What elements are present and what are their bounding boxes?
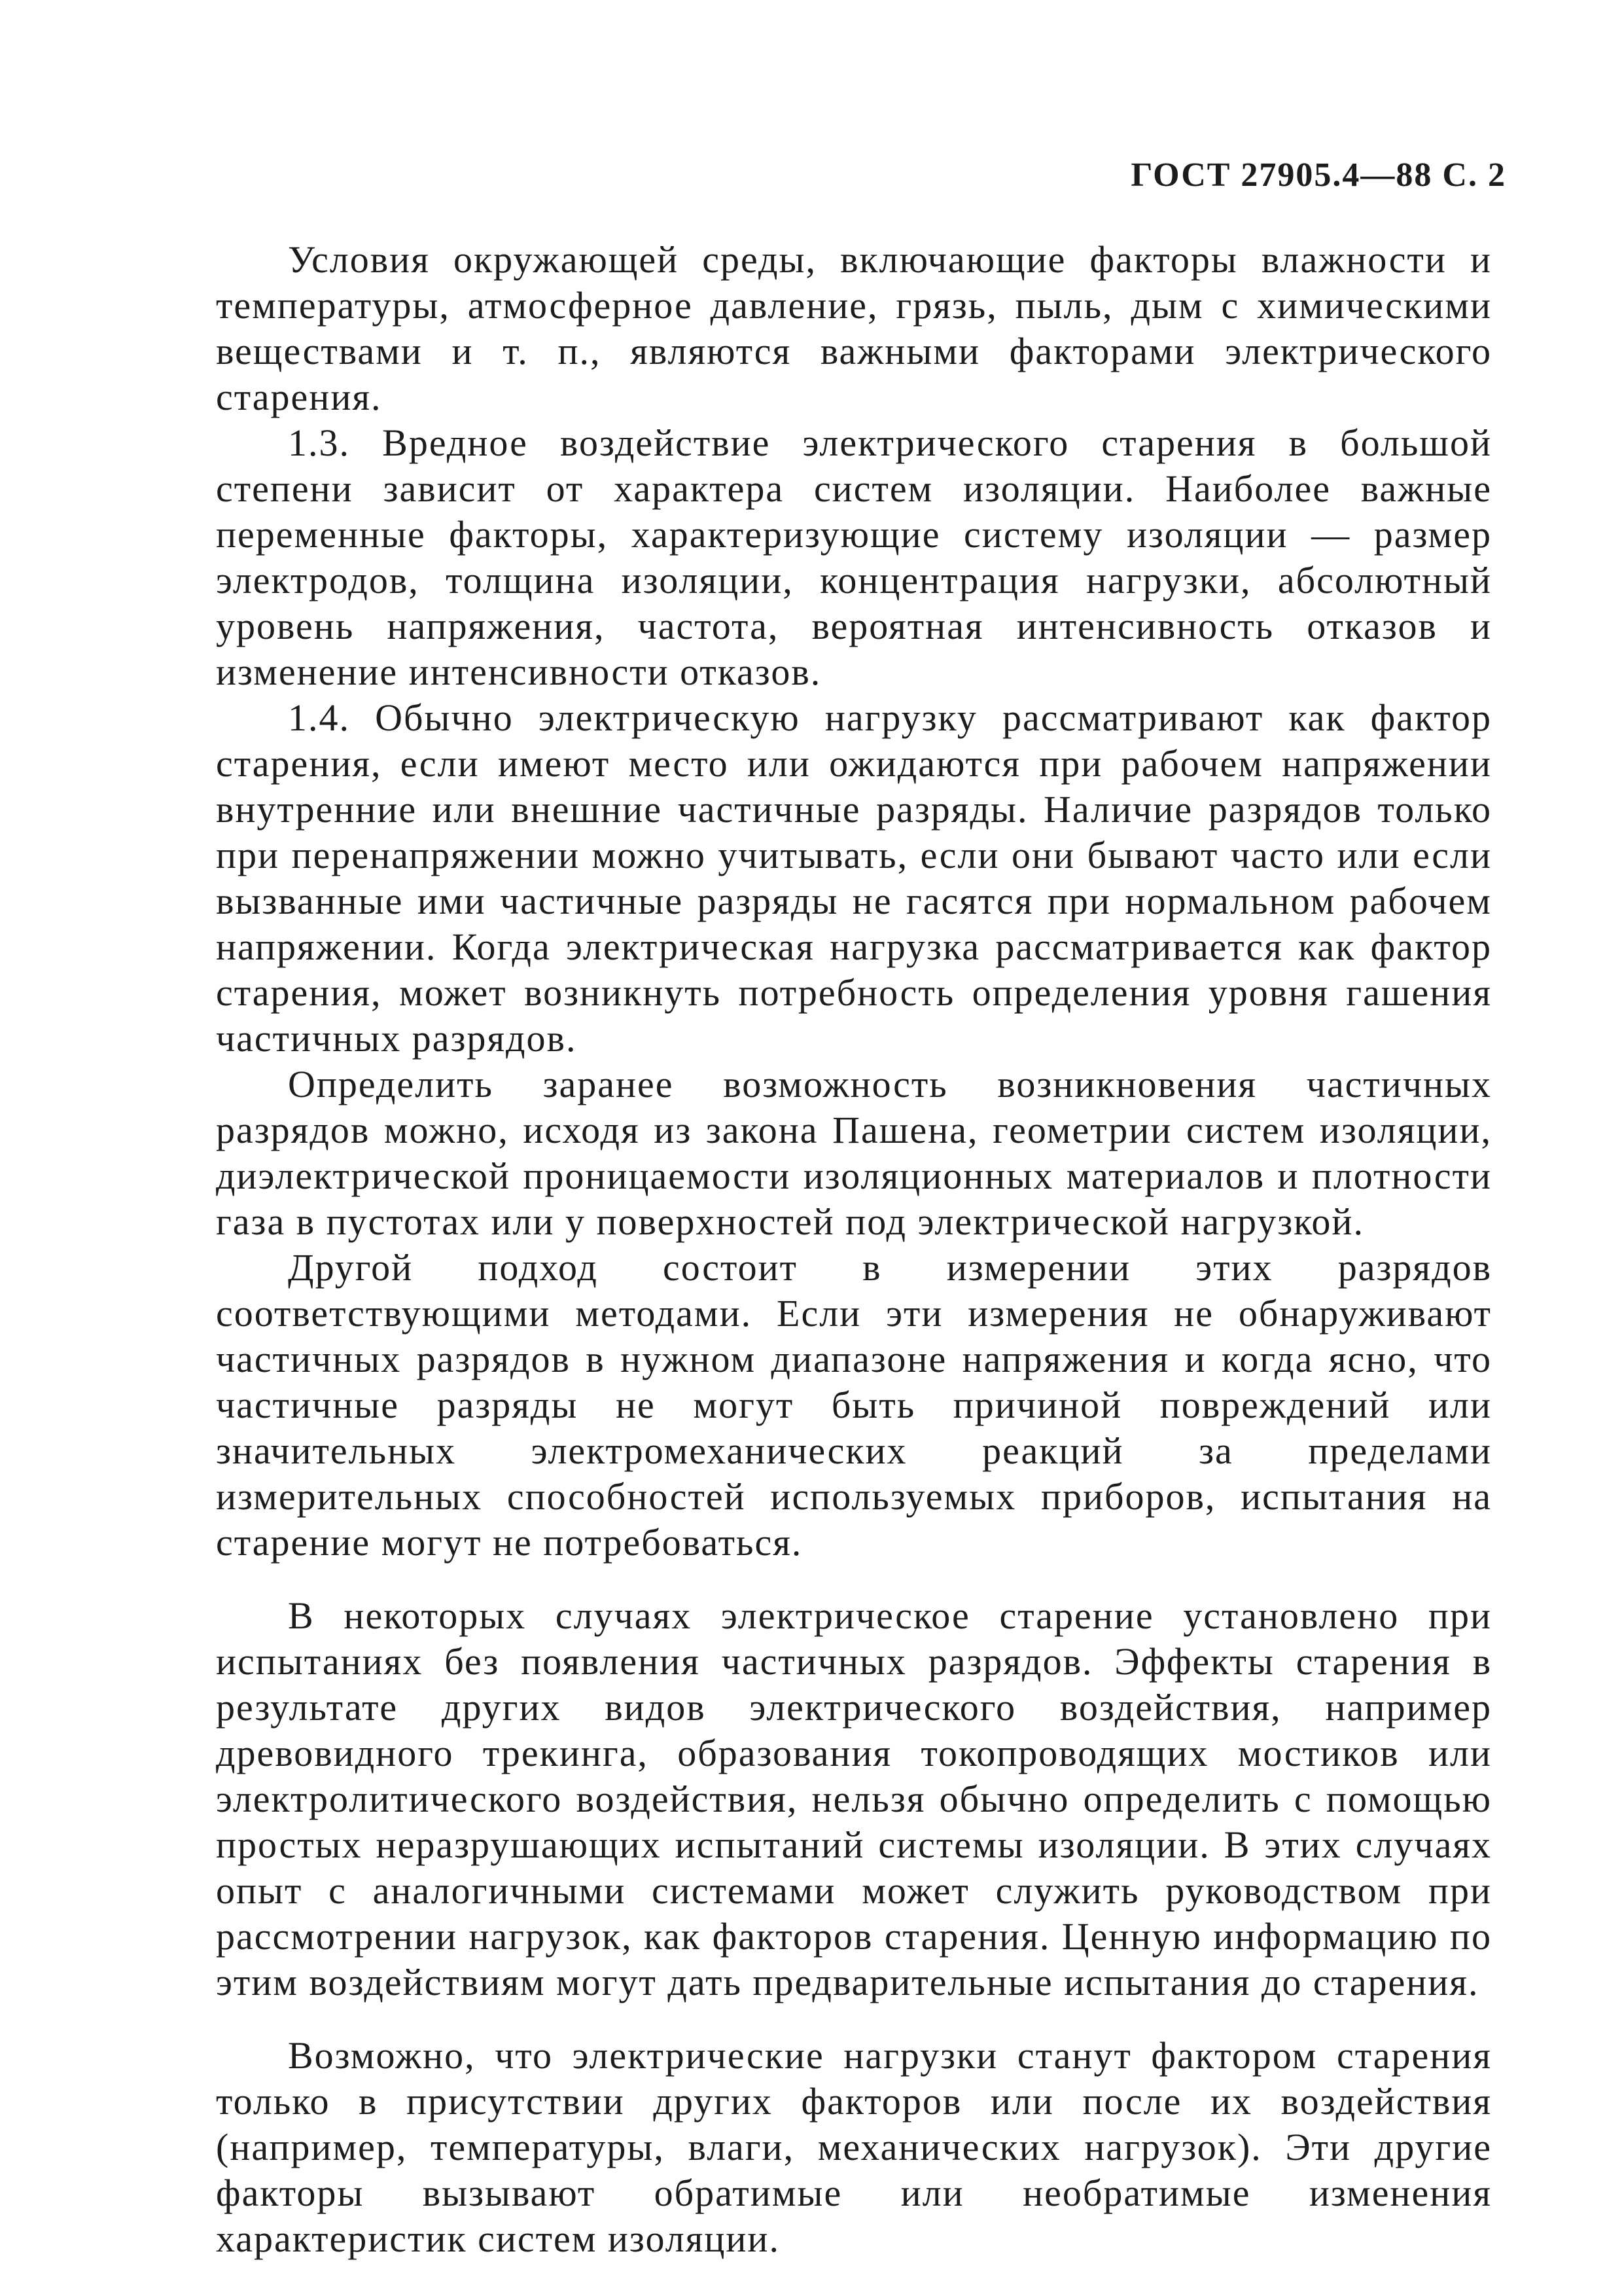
- paragraph-1-3: 1.3. Вредное воздействие электрического старения в большой степени зависит от характера систем изоляции. Наиболее важные переменные факторы, характеризующие систему изоляции — размер электродов, толщина изоляции, концентрация нагрузки, абсолютный уровень напряжения, частота, вероятная интенсивность отказов и изменение интенсивности отказов.: [216, 422, 1492, 693]
- paragraph-environment: Условия окружающей среды, включающие факторы влажности и температуры, атмосферное давление, грязь, пыль, дым с химическими веществами и т. п., являются важными факторами электрического старения.: [216, 238, 1492, 418]
- paragraph-measurement: Другой подход состоит в измерении этих разрядов соответствующими методами. Если эти измерения не обнаруживают частичных разрядов в нужном диапазоне напряжения и когда ясно, что частичные разряды не могут быть причиной повреждений или значительных электромеханических реакций за пределами измерительных способностей используемых приборов, испытания на старение могут не потребоваться.: [216, 1246, 1492, 1564]
- paragraph-paschen: Определить заранее возможность возникновения частичных разрядов можно, исходя из закона Пашена, геометрии систем изоляции, диэлектрической проницаемости изоляционных материалов и плотности газа в пустотах или у поверхностей под электрической нагрузкой.: [216, 1063, 1492, 1243]
- document-body: [216, 237, 1492, 2262]
- paragraph-combined-factors: Возможно, что электрические нагрузки станут фактором старения только в присутствии других факторов или после их воздействия (например, температуры, влаги, механических нагрузок). Эти другие факторы вызывают обратимые или необратимые изменения характеристик систем изоляции.: [216, 2034, 1492, 2260]
- paragraph-other-cases: В некоторых случаях электрическое старение установлено при испытаниях без появления частичных разрядов. Эффекты старения в результате других видов электрического воздействия, например древовидного трекинга, образования токопроводящих мостиков или электролитического воздействия, нельзя обычно определить с помощью простых неразрушающих испытаний системы изоляции. В этих случаях опыт с аналогичными системами может служить руководством при рассмотрении нагрузок, как факторов старения. Ценную информацию по этим воздействиям могут дать предварительные испытания до старения.: [216, 1594, 1492, 2003]
- paragraph-1-4: 1.4. Обычно электрическую нагрузку рассматривают как фактор старения, если имеют место или ожидаются при рабочем напряжении внутренние или внешние частичные разряды. Наличие разрядов только при перенапряжении можно учитывать, если они бывают часто или если вызванные ими частичные разряды не гасятся при нормальном рабочем напряжении. Когда электрическая нагрузка рассматривается как фактор старения, может возникнуть потребность определения уровня гашения частичных разрядов.: [216, 696, 1492, 1060]
- page-header: ГОСТ 27905.4—88 С. 2: [1131, 156, 1506, 194]
